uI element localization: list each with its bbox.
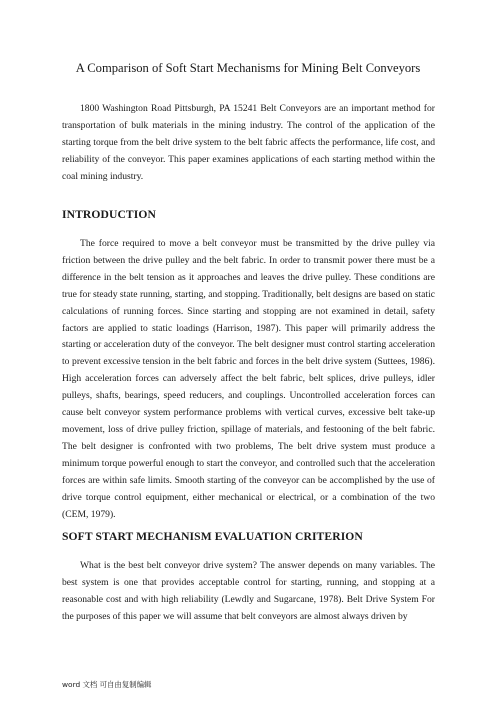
section-heading-soft-start: SOFT START MECHANISM EVALUATION CRITERION xyxy=(62,530,363,543)
abstract-paragraph: 1800 Washington Road Pittsburgh, PA 15241 Belt Conveyors are an important method for transportation of bulk materials in the mining industry. The control of the application of the starting torque from the belt drive system to the belt fabric affects the performance, life cost, and reliability of the conveyor. This paper examines applications of each starting method within the coal mining industry. xyxy=(62,103,435,182)
introduction-paragraph: The force required to move a belt conveyor must be transmitted by the drive pulley via friction between the drive pulley and the belt fabric. In order to transmit power there must be a difference in the belt tension as it approaches and leaves the drive pulley. These conditions are true for steady state running, starting, and stopping. Traditionally, belt designs are based on static calculations of running forces. Since starting and stopping are not examined in detail, safety factors are applied to static loadings (Harrison, 1987). This paper will primarily address the starting or acceleration duty of the conveyor. The belt designer must control starting acceleration to prevent excessive tension in the belt fabric and forces in the belt drive system (Suttees, 1986). High acceleration forces can adversely affect the belt fabric, belt splices, drive pulleys, idler pulleys, shafts, bearings, speed reducers, and couplings. Uncontrolled acceleration forces can cause belt conveyor system performance problems with vertical curves, excessive belt take-up movement, loss of drive pulley friction, spillage of materials, and festooning of the belt fabric. The belt designer is confronted with two problems, The belt drive system must produce a minimum torque powerful enough to start the conveyor, and controlled such that the acceleration forces are within safe limits. Smooth starting of the conveyor can be accomplished by the use of drive torque control equipment, either mechanical or electrical, or a combination of the two (CEM, 1979). xyxy=(62,238,435,520)
section-heading-introduction: INTRODUCTION xyxy=(62,208,156,221)
document-title: A Comparison of Soft Start Mechanisms for Mining Belt Conveyors xyxy=(75,61,421,75)
page-footer: word 文档 可自由复制编辑 xyxy=(62,680,152,689)
soft-start-paragraph: What is the best belt conveyor drive system? The answer depends on many variables. The best system is one that provides acceptable control for starting, running, and stopping at a reasonable cost and with high reliability (Lewdly and Sugarcane, 1978). Belt Drive System For the purposes of this paper we will assume that belt conveyors are almost always driven by xyxy=(62,560,435,622)
